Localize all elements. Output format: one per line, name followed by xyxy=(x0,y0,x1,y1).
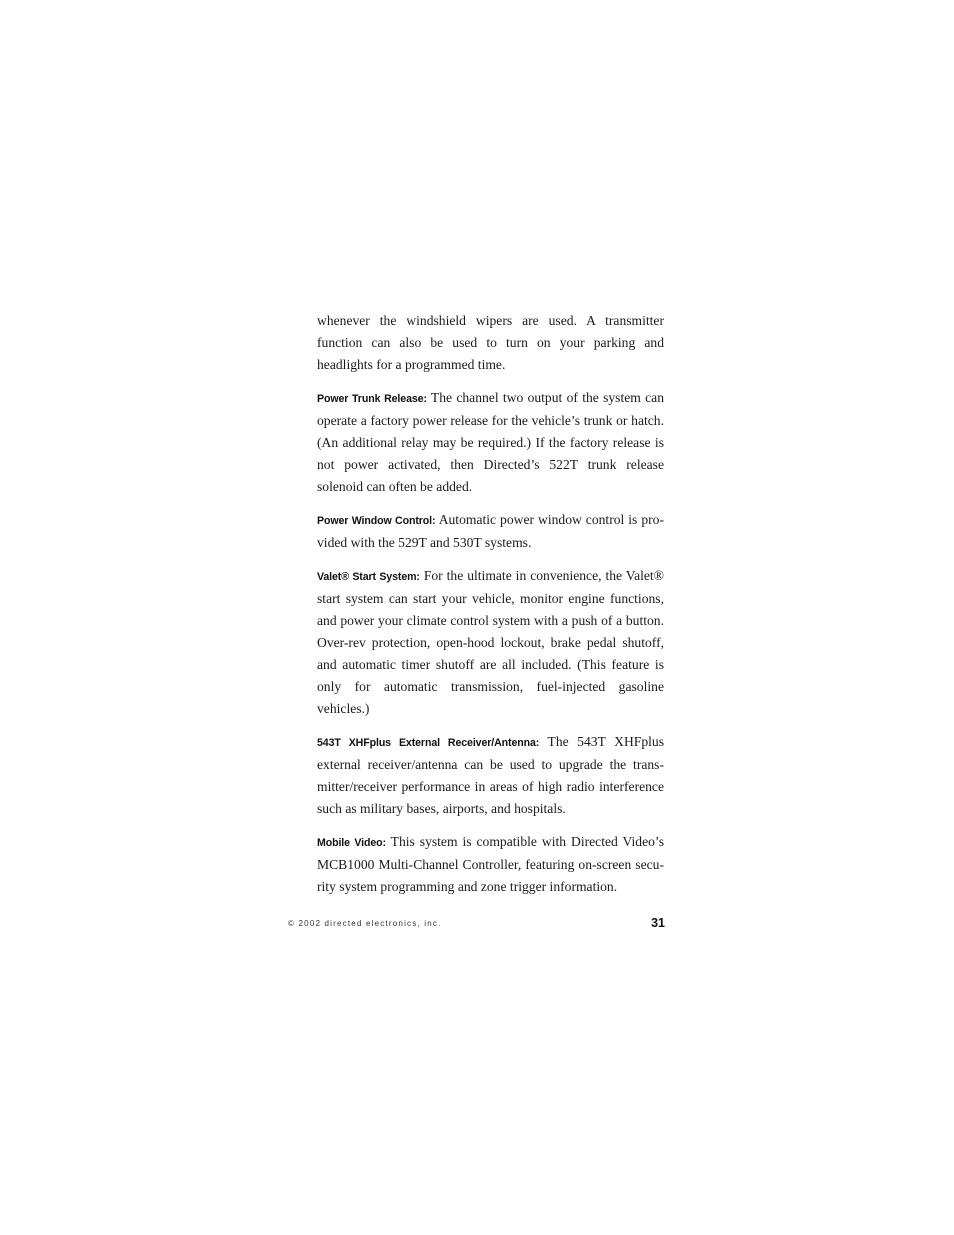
section-heading: Mobile Video: xyxy=(317,837,386,849)
page-number: 31 xyxy=(651,916,665,930)
intro-paragraph: whenever the windshield wipers are used. A transmitter function can also be used to turn on your parking and headlights for a programmed time. xyxy=(317,313,664,372)
section-power-window-control xyxy=(317,509,664,554)
section-heading: Valet® Start System: xyxy=(317,571,420,583)
section-text: The 543T XHFplus external receiver/antenna can be used to upgrade the trans-mitter/receiver performance in areas of high radio interference such as military bases, airports, and hospitals. xyxy=(317,734,665,816)
section-heading: Power Trunk Release: xyxy=(317,393,427,405)
section-mobile-video xyxy=(317,831,664,898)
section-text: This system is compatible with Directed Video’s MCB1000 Multi-Channel Controller, featuring on-screen secu-rity system programming and zone trigger information. xyxy=(317,834,664,894)
text-column xyxy=(317,310,664,909)
section-text: The channel two output of the system can operate a factory power release for the vehicle’s trunk or hatch. (An additional relay may be required.) If the factory release is not power activated, then Directed’s 522T trunk release solenoid can often be added. xyxy=(317,390,664,494)
section-text: Automatic power window control is pro-vided with the 529T and 530T systems. xyxy=(317,512,664,550)
section-heading: 543T XHFplus External Receiver/Antenna: xyxy=(317,737,540,749)
section-power-trunk-release xyxy=(317,387,664,498)
section-543t-receiver-antenna xyxy=(317,731,664,820)
section-valet-start-system xyxy=(317,565,664,720)
section-text: For the ultimate in convenience, the Valet® start system can start your vehicle, monitor engine functions, and power your climate control system with a push of a button. Over-rev protection, open-hood lockout, brake pedal shutoff, and automatic timer shutoff are all included. (This feature is only for automatic transmission, fuel-injected gasoline vehicles.) xyxy=(317,568,665,716)
section-heading: Power Window Control: xyxy=(317,515,436,527)
copyright-footer: © 2002 directed electronics, inc. xyxy=(288,919,442,928)
